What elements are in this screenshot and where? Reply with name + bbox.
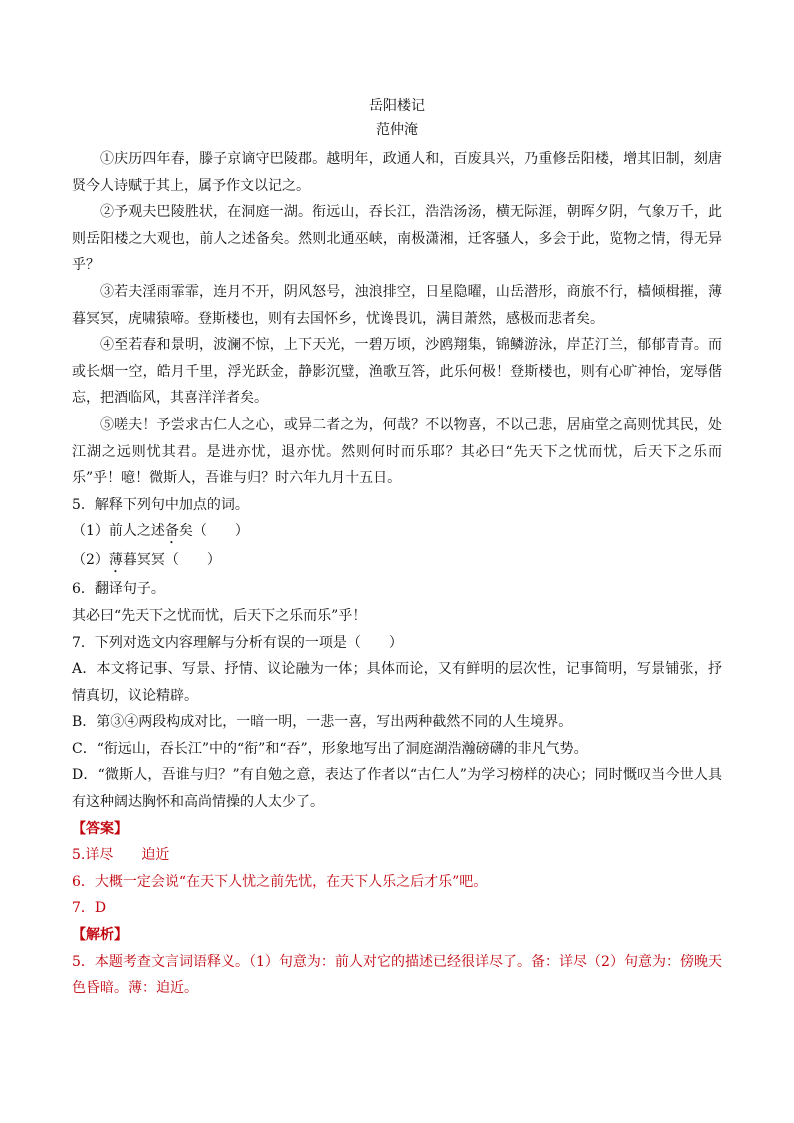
essay-paragraph-5: ⑤嗟夫！予尝求古仁人之心，或异二者之为，何哉？不以物喜，不以己悲，居庙堂之高则忧其民，处江湖之远则忧其君。是进亦忧，退亦忧。然则何时而乐耶？其必曰“先天下之忧而忧，后天下之乐而乐”乎！噫！微斯人，吾谁与归？时六年九月十五日。 [72, 416, 722, 487]
question-7-option-a: A．本文将记事、写景、抒情、议论融为一体；具体而论，又有鲜明的层次性，记事简明，写景铺张，抒情真切，议论精辟。 [72, 661, 722, 704]
essay-author: 范仲淹 [376, 122, 418, 138]
item-1-suffix: 矣（ ） [178, 523, 249, 540]
dotted-word-1: 备 [164, 523, 179, 540]
essay-title: 岳阳楼记 [369, 98, 425, 114]
question-7-option-b: B．第③④两段构成对比，一暗一明，一悲一喜，写出两种截然不同的人生境界。 [72, 714, 573, 731]
question-6-stem: 6．翻译句子。 [72, 581, 165, 598]
answer-7: 7．D [72, 900, 107, 917]
item-2-suffix: 暮冥冥（ ） [122, 552, 221, 569]
analysis-heading: 【解析】 [72, 927, 128, 944]
essay-paragraph-3: ③若夫淫雨霏霏，连月不开，阴风怒号，浊浪排空，日星隐曜，山岳潜形，商旅不行，樯倾楫摧，薄暮冥冥，虎啸猿啼。登斯楼也，则有去国怀乡，忧谗畏讥，满目萧然，感极而悲者矣。 [72, 283, 722, 327]
question-7-option-c: C．“衔远山，吞长江”中的“衔”和“吞”，形象地写出了洞庭湖浩瀚磅礴的非凡气势。 [72, 740, 588, 757]
answer-5 [72, 842, 722, 869]
question-7-option-d: D．“微斯人，吾谁与归？”有自勉之意，表达了作者以“古仁人”为学习榜样的决心；同时慨叹当今世人具有这种阔达胸怀和高尚情操的人太少了。 [72, 767, 722, 811]
answer-6: 6．大概一定会说“在天下人忧之前先忧，在天下人乐之后才乐”吧。 [72, 873, 488, 890]
item-1-prefix: （1）前人之述 [72, 523, 165, 540]
question-5-item-2 [72, 547, 722, 576]
dotted-word-2: 薄 [108, 552, 123, 569]
item-2-prefix: （2） [72, 552, 109, 569]
answer-heading: 【答案】 [72, 820, 128, 837]
answer-5-part-2: 迫近 [141, 847, 170, 864]
question-7-stem: 7．下列对选文内容理解与分析有误的一项是（ ） [72, 634, 403, 651]
essay-paragraph-1: ①庆历四年春，滕子京谪守巴陵郡。越明年，政通人和，百废具兴，乃重修岳阳楼，增其旧制，刻唐贤今人诗赋于其上，属予作文以记之。 [72, 151, 722, 194]
answer-5-part-1: 5.详尽 [72, 847, 114, 864]
analysis-5: 5．本题考查文言词语释义。（1）句意为：前人对它的描述已经很详尽了。备：详尽（2）句意为：傍晚天色昏暗。薄：迫近。 [72, 953, 722, 997]
question-6-sentence: 其必曰“先天下之忧而忧，后天下之乐而乐”乎！ [72, 607, 367, 624]
question-5-stem: 5．解释下列句中加点的词。 [72, 496, 249, 513]
essay-paragraph-2: ②予观夫巴陵胜状，在洞庭一湖。衔远山，吞长江，浩浩汤汤，横无际涯，朝晖夕阴，气象万千，此则岳阳楼之大观也，前人之述备矣。然则北通巫峡，南极潇湘，迁客骚人，多会于此，览物之情，得无异乎？ [72, 204, 722, 274]
question-5-item-1 [72, 518, 722, 547]
essay-paragraph-4: ④至若春和景明，波澜不惊，上下天光，一碧万顷，沙鸥翔集，锦鳞游泳，岸芷汀兰，郁郁青青。而或长烟一空，皓月千里，浮光跃金，静影沉璧，渔歌互答，此乐何极！登斯楼也，则有心旷神怡，宠辱偕忘，把酒临风，其喜洋洋者矣。 [72, 337, 722, 407]
